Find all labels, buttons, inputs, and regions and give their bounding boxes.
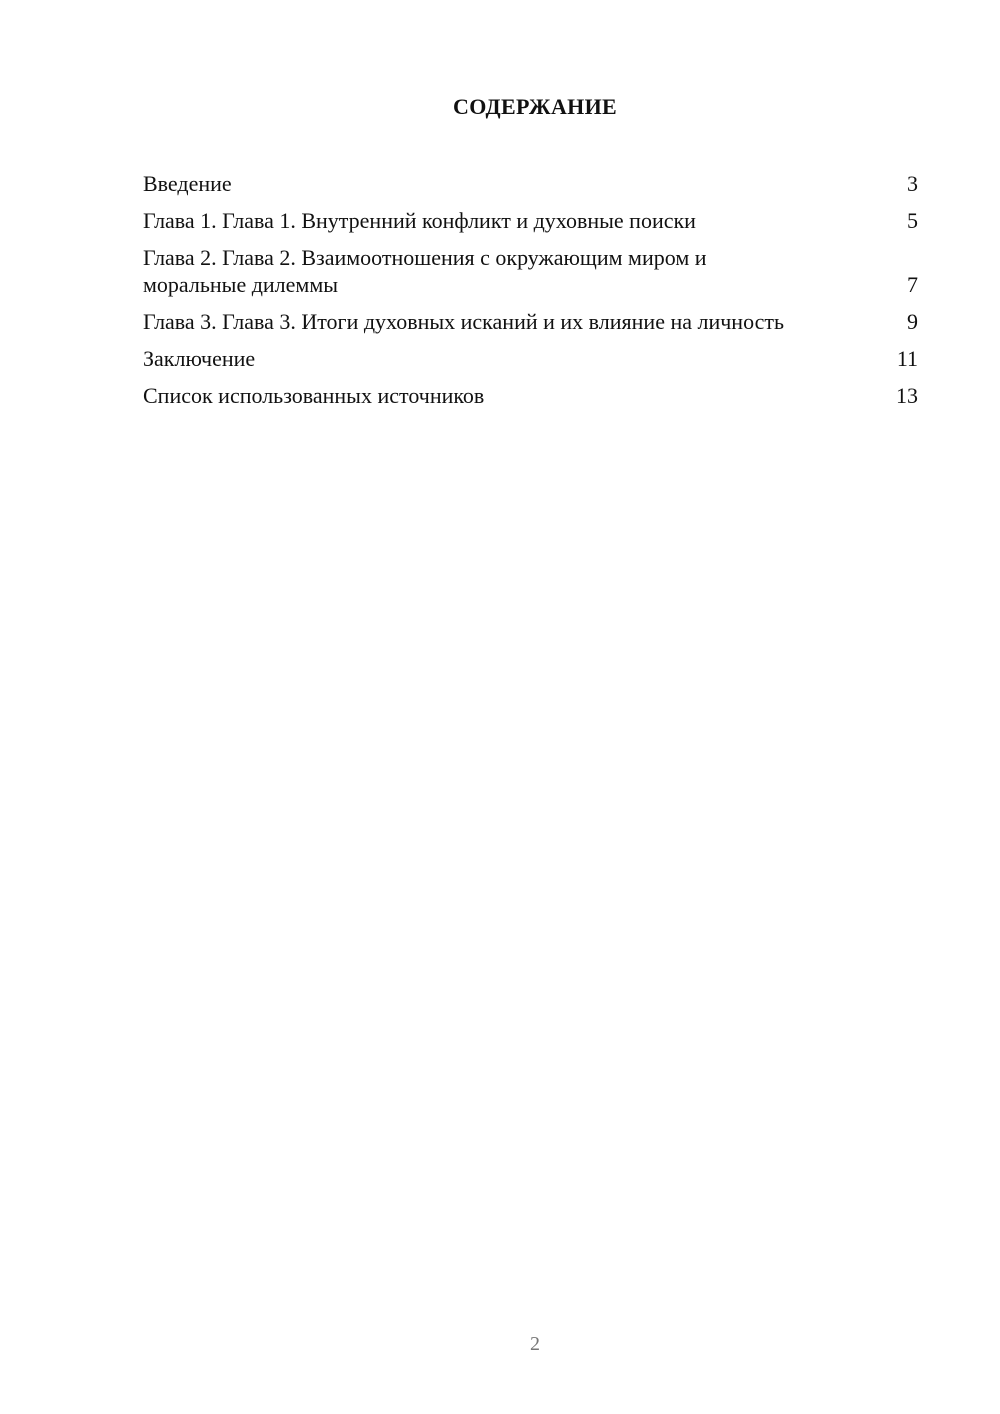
toc-item-text: Заключение [143,346,256,371]
toc-item-text: Список использованных источников [143,383,485,408]
toc-item-text: Глава 1. Глава 1. Внутренний конфликт и духовные поиски [143,208,696,233]
toc-item-introduction[interactable] [143,170,918,197]
toc-item-references[interactable] [143,382,918,409]
table-of-contents [143,170,918,419]
toc-item-conclusion[interactable] [143,345,918,372]
toc-item-page: 7 [907,272,918,297]
page-number: 2 [530,1333,540,1355]
toc-item-page: 9 [907,309,918,334]
toc-item-chapter-3[interactable] [143,308,918,335]
toc-title: СОДЕРЖАНИЕ [453,94,617,119]
toc-item-chapter-1[interactable] [143,207,918,234]
toc-item-page: 3 [907,171,918,196]
toc-item-page: 13 [896,383,918,408]
toc-item-page: 11 [896,346,918,371]
toc-item-page: 5 [907,208,918,233]
toc-item-text: Глава 2. Глава 2. Взаимоотношения с окружающим миром и моральные дилеммы [143,245,707,297]
toc-item-text: Глава 3. Глава 3. Итоги духовных исканий и их влияние на личность [143,309,785,334]
toc-item-chapter-2[interactable] [143,244,918,298]
toc-item-text: Введение [143,171,232,196]
